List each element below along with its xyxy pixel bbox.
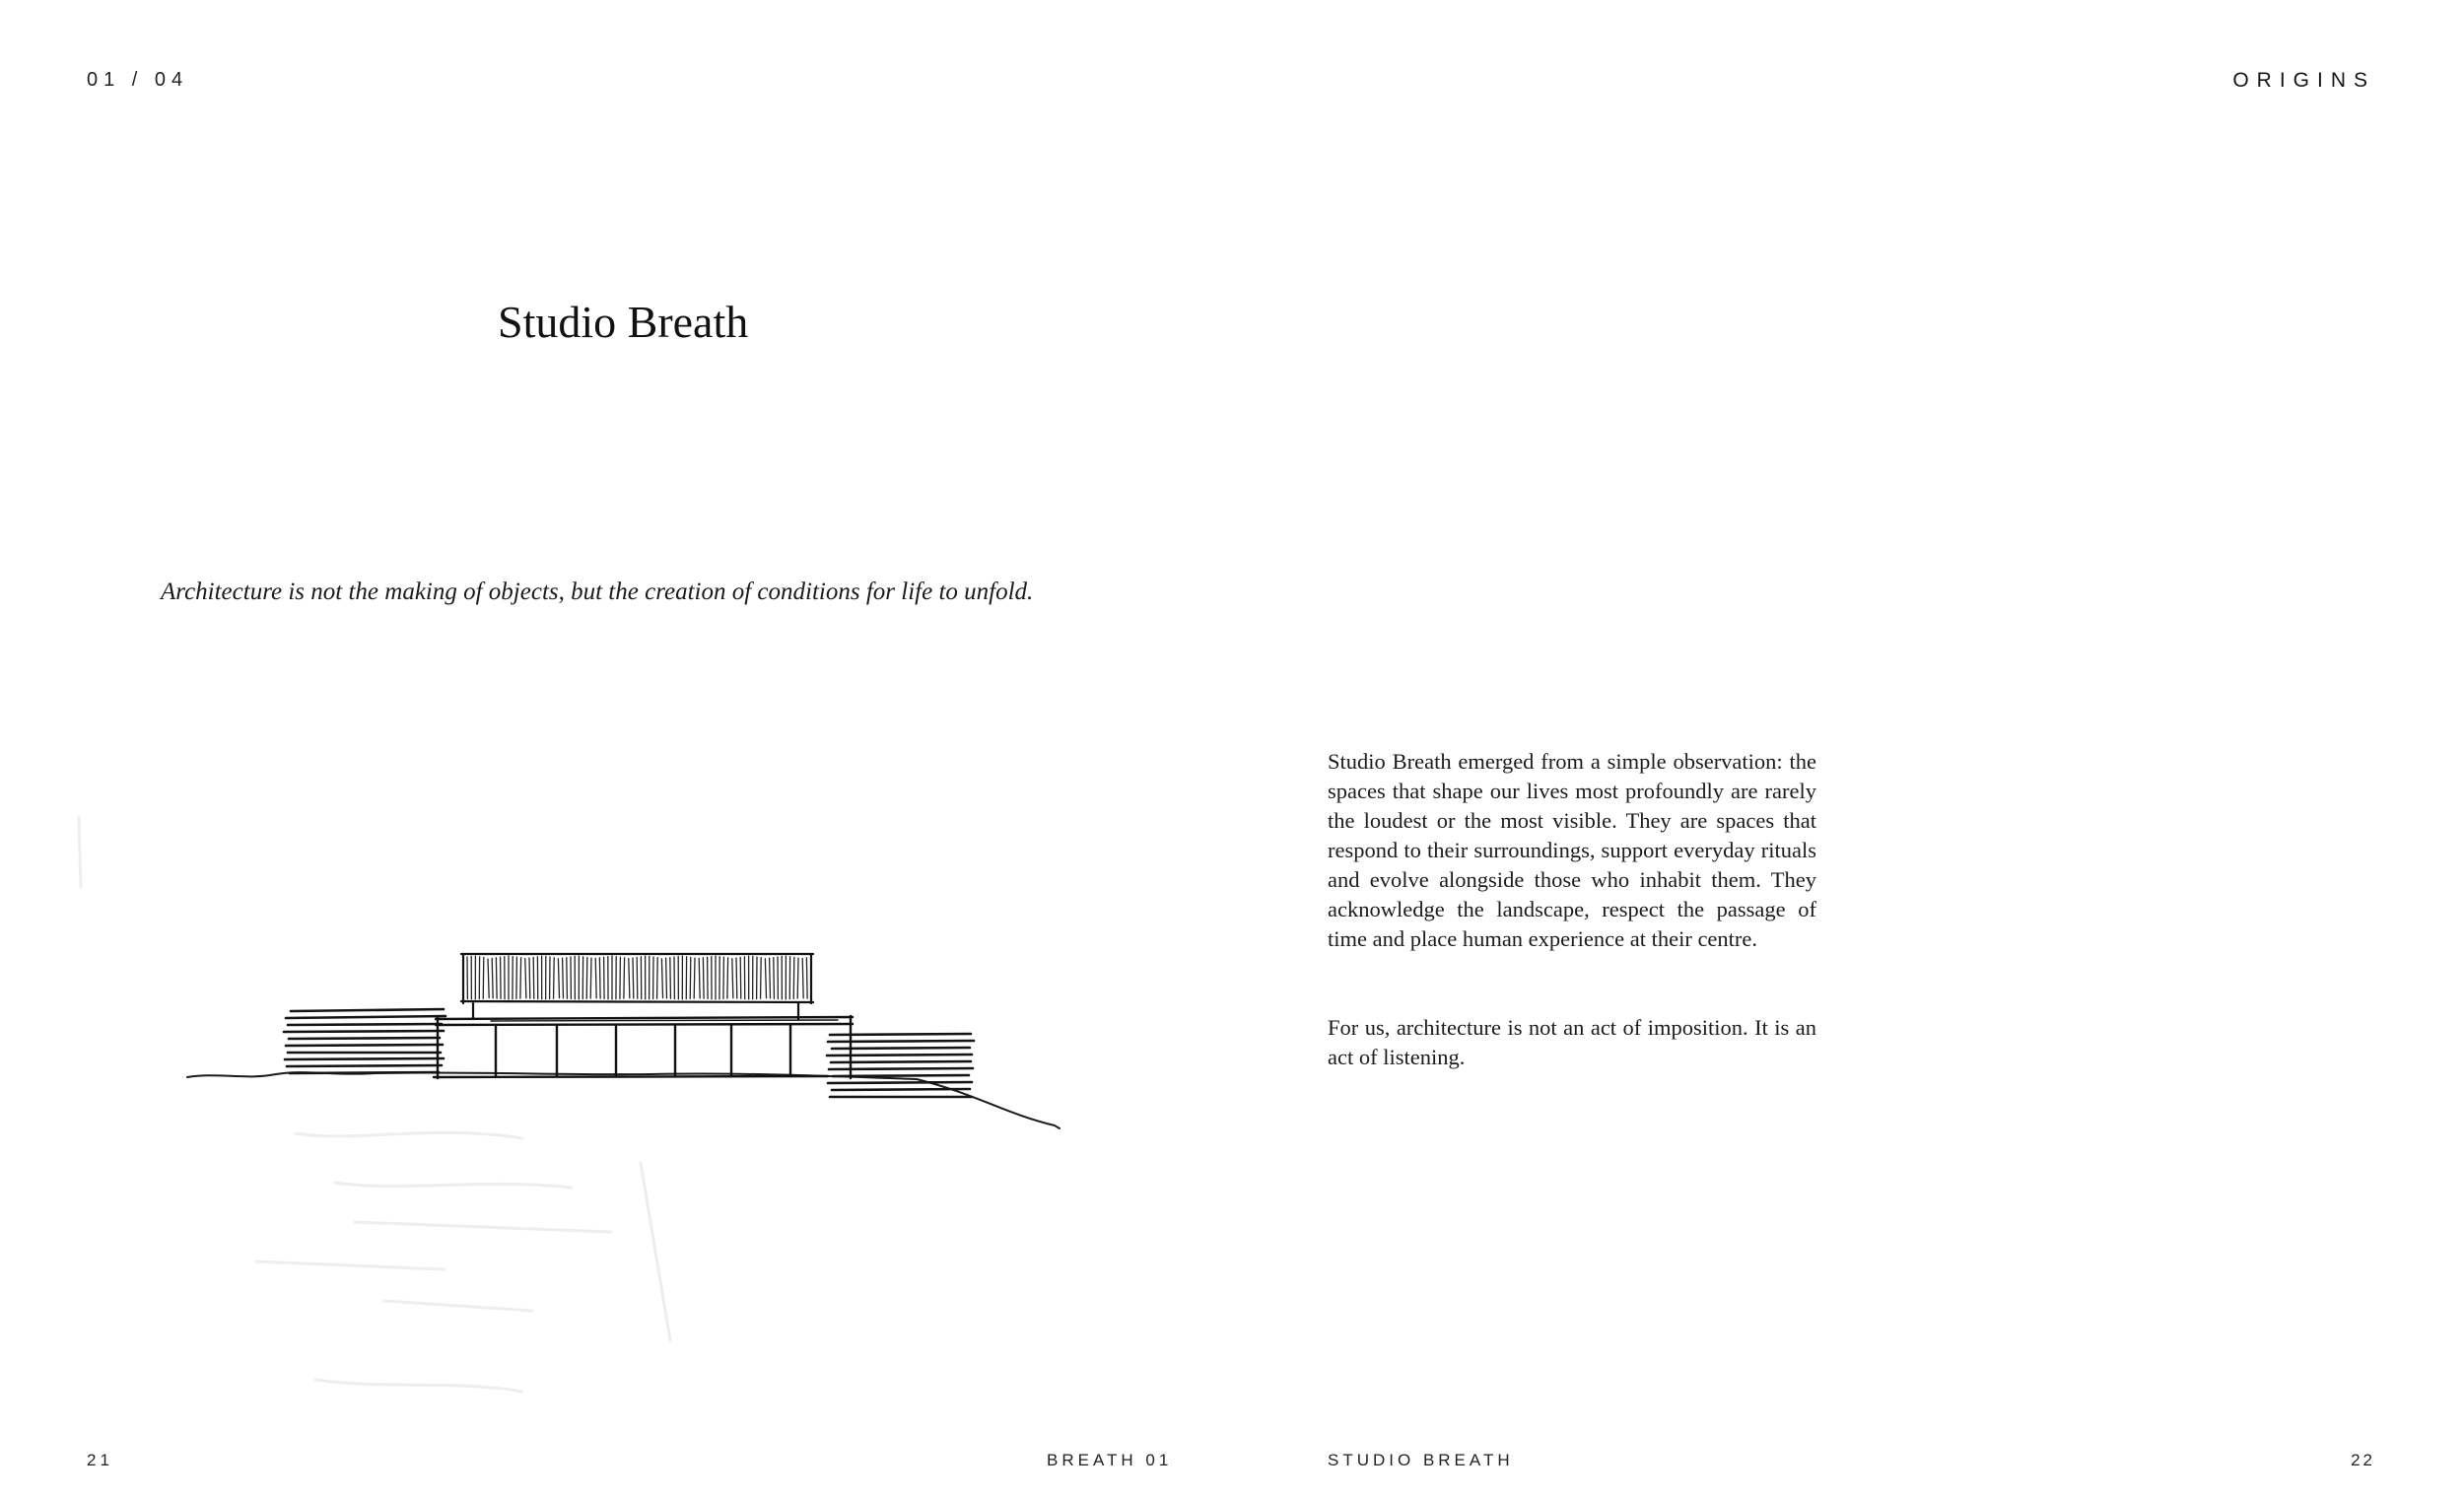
page-counter: 01 / 04 xyxy=(87,69,188,92)
body-text xyxy=(1328,747,1816,1072)
architectural-sketch xyxy=(59,788,1173,1498)
paragraph: For us, architecture is not an act of imposition. It is an act of listening. xyxy=(1328,1013,1816,1072)
pull-quote: Architecture is not the making of objects, but the creation of conditions for life to unfold. xyxy=(161,579,1033,606)
right-page-number: 22 xyxy=(2351,1451,2375,1470)
page-title: Studio Breath xyxy=(498,296,748,348)
paragraph: Studio Breath emerged from a simple observation: the spaces that shape our lives most profoundly are rarely the loudest or the most visible. They are spaces that respond to their surroundings, support everyday rituals and evolve alongside those who inhabit them. They acknowledge the landscape, respect the passage of time and place human experience at their centre. xyxy=(1328,747,1816,954)
left-running-title: BREATH 01 xyxy=(1047,1451,1172,1470)
left-page-number: 21 xyxy=(87,1451,113,1470)
section-label: ORIGINS xyxy=(2232,69,2375,93)
right-running-title: STUDIO BREATH xyxy=(1328,1451,1514,1470)
